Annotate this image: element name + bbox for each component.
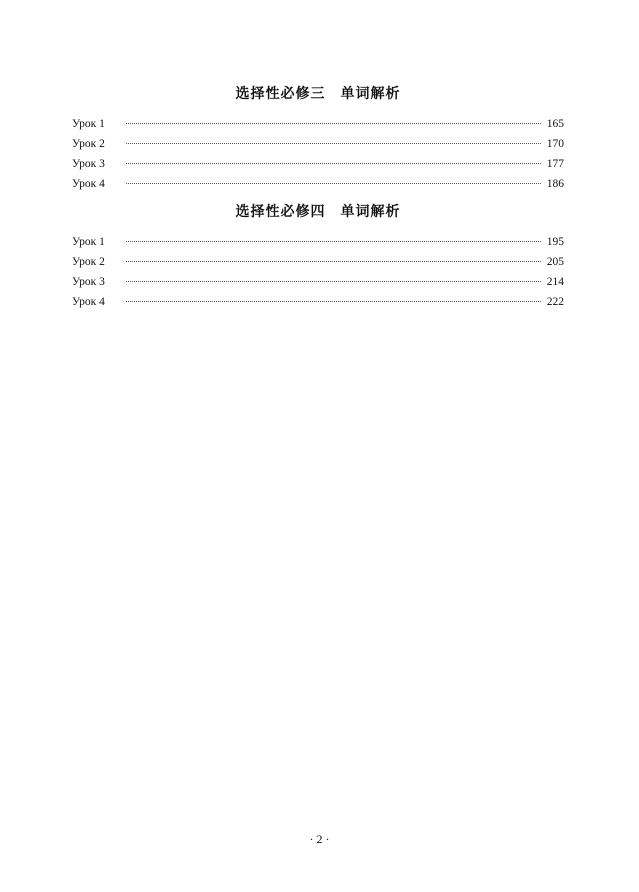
toc-list [72, 114, 564, 194]
toc-entry[interactable] [72, 252, 564, 272]
section-title: 选择性必修四 单词解析 [235, 204, 401, 220]
dot-leader [126, 143, 541, 144]
toc-entry[interactable] [72, 292, 564, 312]
dot-leader [126, 281, 541, 282]
page-number: · 2 · [309, 832, 330, 846]
section-title: 选择性必修三 单词解析 [235, 86, 401, 102]
toc-entry[interactable] [72, 232, 564, 252]
toc-section-elective-3 [72, 84, 564, 194]
toc-entry-page: 186 [546, 178, 564, 190]
toc-entry-label: Урок 2 [72, 138, 105, 150]
toc-entry-label: Урок 3 [72, 158, 105, 170]
toc-entry-page: 205 [546, 256, 564, 268]
toc-section-elective-4 [72, 202, 564, 312]
toc-entry-page: 170 [546, 138, 564, 150]
toc-entry[interactable] [72, 134, 564, 154]
toc-entry-label: Урок 4 [72, 178, 105, 190]
toc-entry-page: 195 [546, 236, 564, 248]
toc-entry-label: Урок 2 [72, 256, 105, 268]
dot-leader [126, 301, 541, 302]
dot-leader [126, 241, 541, 242]
dot-leader [126, 163, 541, 164]
toc-entry[interactable] [72, 272, 564, 292]
toc-entry-page: 222 [546, 296, 564, 308]
toc-entry[interactable] [72, 114, 564, 134]
dot-leader [126, 183, 541, 184]
toc-entry-label: Урок 4 [72, 296, 105, 308]
toc-entry[interactable] [72, 174, 564, 194]
toc-entry-label: Урок 3 [72, 276, 105, 288]
toc-entry-page: 165 [546, 118, 564, 130]
toc-entry-label: Урок 1 [72, 236, 105, 248]
toc-entry-page: 214 [546, 276, 564, 288]
dot-leader [126, 261, 541, 262]
toc-entry[interactable] [72, 154, 564, 174]
toc-list [72, 232, 564, 312]
dot-leader [126, 123, 541, 124]
toc-entry-page: 177 [546, 158, 564, 170]
toc-entry-label: Урок 1 [72, 118, 105, 130]
